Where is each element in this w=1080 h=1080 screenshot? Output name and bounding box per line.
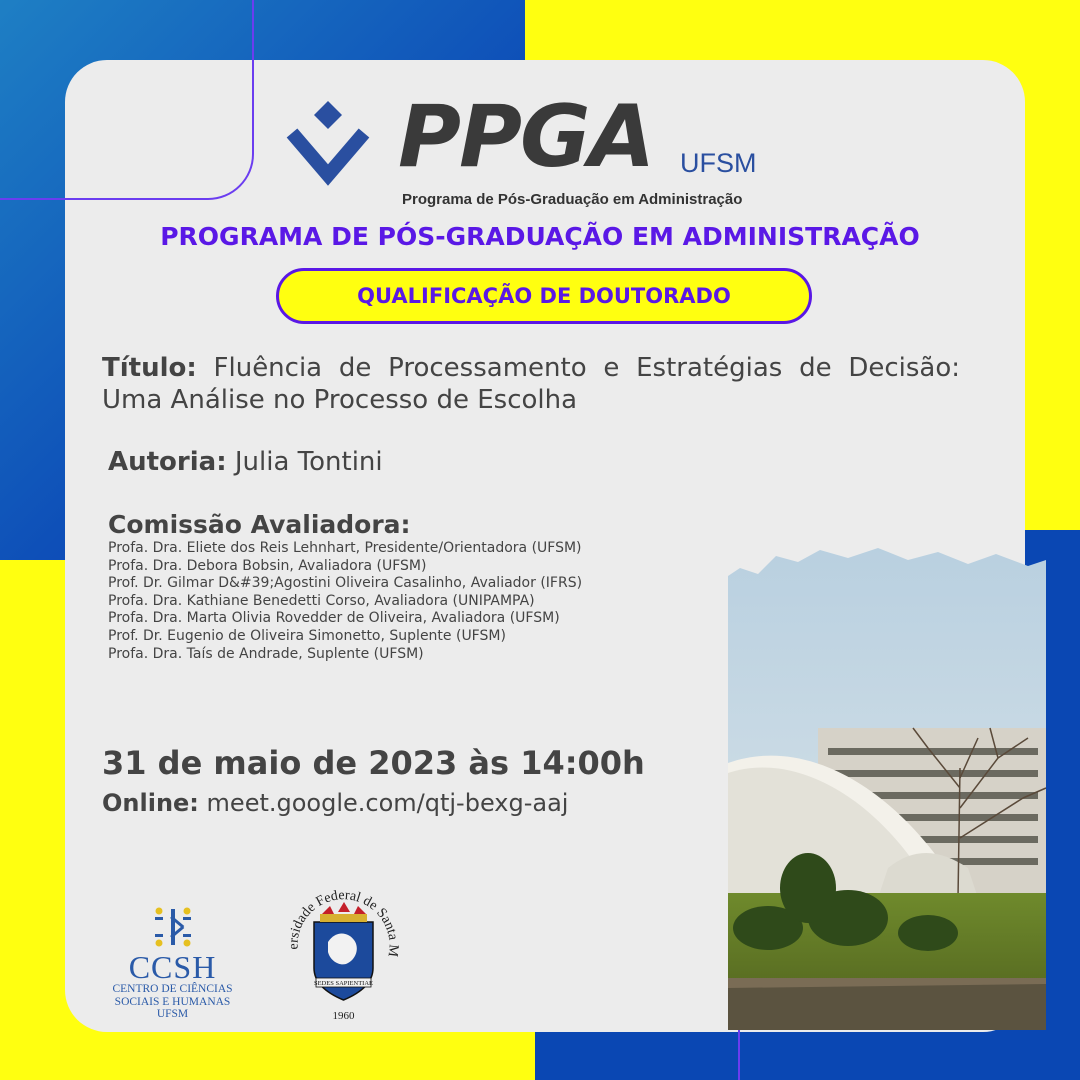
commission-member: Profa. Dra. Debora Bobsin, Avaliadora (UFSM) [108, 557, 427, 574]
program-title: PROGRAMA DE PÓS-GRADUAÇÃO EM ADMINISTRAÇÃO [160, 222, 920, 251]
thesis-title [102, 352, 960, 416]
event-date: 31 de maio de 2023 às 14:00h [102, 744, 645, 782]
seal-motto: SEDES SAPIENTIAE [313, 980, 374, 987]
commission-member: Profa. Dra. Eliete dos Reis Lehnhart, Presidente/Orientadora (UFSM) [108, 540, 582, 556]
ccsh-line-1: CENTRO DE CIÊNCIAS [112, 983, 233, 995]
author-label: Autoria: [108, 447, 227, 477]
commission-member: Prof. Dr. Eugenio de Oliveira Simonetto, Suplente (UFSM) [108, 627, 506, 644]
ufsm-seal-icon [276, 880, 411, 1010]
author [108, 447, 383, 477]
online-label: Online: [102, 789, 199, 817]
decorative-corner-line [0, 0, 254, 200]
commission-member: Profa. Dra. Marta Olivia Rovedder de Oliveira, Avaliadora (UFSM) [108, 610, 560, 627]
ccsh-logo [100, 905, 245, 1025]
logo-ppga-text: PPGA [398, 87, 654, 187]
thesis-title-value: Fluência de Processamento e Estratégias de Decisão: Uma Análise no Processo de Escolha [102, 353, 961, 416]
ccsh-line-2: SOCIAIS E HUMANAS [114, 995, 231, 1008]
ccsh-line-3: UFSM [156, 1008, 189, 1020]
commission-member: Profa. Dra. Kathiane Benedetti Corso, Avaliadora (UNIPAMPA) [108, 592, 535, 609]
commission-member: Prof. Dr. Gilmar D&#39;Agostini Oliveira Casalinho, Avaliador (IFRS) [108, 575, 583, 592]
seal-year: 1960 [332, 1010, 355, 1022]
meeting-link[interactable]: meet.google.com/qtj-bexg-aaj [206, 789, 569, 817]
ppga-logo [280, 87, 800, 215]
online-info [102, 789, 568, 817]
seal-ring-text: ersidade Federal de Santa M [286, 888, 401, 958]
commission-member: Profa. Dra. Taís de Andrade, Suplente (UFSM) [108, 645, 424, 662]
commission-heading: Comissão Avaliadora: [108, 510, 411, 539]
ufsm-campus-building-photo [728, 548, 1046, 1030]
thesis-title-label: Título: [102, 353, 197, 383]
event-type-label: QUALIFICAÇÃO DE DOUTORADO [357, 284, 731, 308]
event-type-badge [276, 268, 812, 324]
ufsm-seal [276, 880, 411, 1030]
logo-subtitle: Programa de Pós-Graduação em Administração [402, 191, 743, 208]
ccsh-title: CCSH [128, 949, 217, 985]
ppga-diamond-icon [280, 95, 376, 191]
commission-list [108, 540, 582, 663]
ccsh-people-icon [151, 905, 195, 949]
author-value: Julia Tontini [234, 447, 383, 477]
logo-ufsm-text: UFSM [680, 148, 757, 178]
